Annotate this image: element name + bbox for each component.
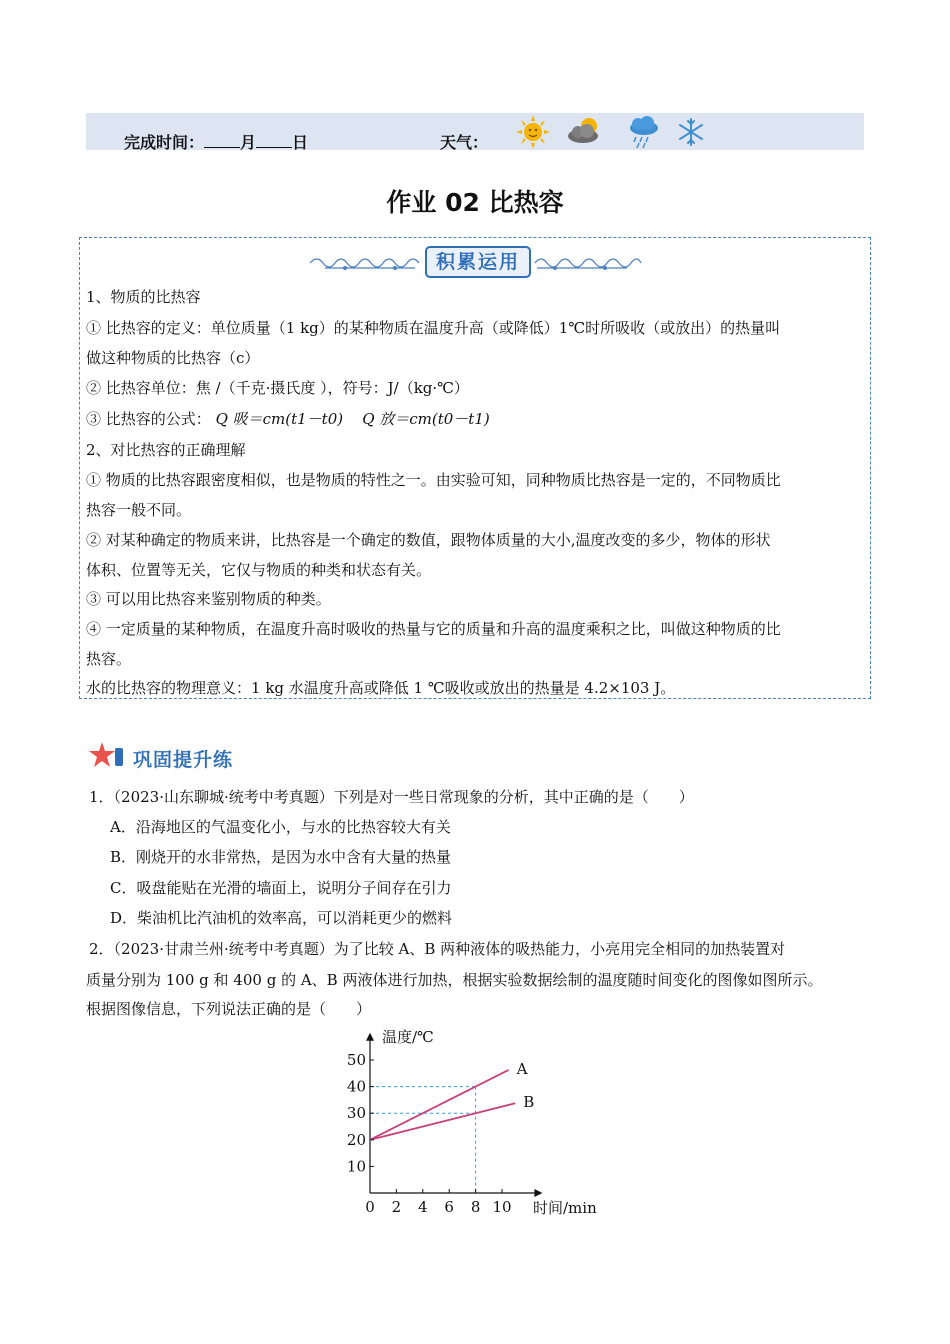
chart-y-tick-label: 40 bbox=[346, 1077, 366, 1096]
formula-label: ③ 比热容的公式： bbox=[86, 410, 211, 428]
chart-series-label-B: B bbox=[523, 1093, 535, 1112]
water-capacity-line: 水的比热容的物理意义：1 kg 水温度升高或降低 1 ℃吸收或放出的热量是 4.2×103 J。 bbox=[86, 679, 676, 697]
chart-series-label-A: A bbox=[516, 1059, 528, 1078]
chart-y-tick-label: 10 bbox=[346, 1157, 366, 1176]
month-label: 月 bbox=[240, 133, 257, 152]
formula-absorb: Q 吸＝cm(t1－t0) bbox=[215, 410, 344, 428]
knowledge-line: ④ 一定质量的某种物质，在温度升高时吸收的热量与它的质量和升高的温度乘积之比，叫做这种物质的比 bbox=[86, 620, 781, 638]
knowledge-line: ① 比热容的定义：单位质量（1 kg）的某种物质在温度升高（或降低）1℃时所吸收（或放出）的热量叫 bbox=[86, 319, 781, 337]
knowledge-line: 1、物质的比热容 bbox=[86, 288, 201, 306]
formula-release: Q 放＝cm(t0－t1) bbox=[362, 410, 490, 428]
chart-x-tick-label: 6 bbox=[444, 1198, 454, 1216]
page-title: 作业 02 比热容 bbox=[386, 188, 564, 217]
chart-series-line-B bbox=[370, 1103, 515, 1140]
cloudy-icon bbox=[565, 115, 605, 149]
section-title: 巩固提升练 bbox=[133, 749, 234, 771]
snowflake-icon bbox=[676, 115, 706, 149]
chart-y-tick-label: 20 bbox=[346, 1130, 366, 1149]
formula-line bbox=[86, 409, 490, 429]
day-label: 日 bbox=[292, 133, 309, 152]
sun-icon bbox=[515, 115, 551, 149]
chart-x-tick-label: 0 bbox=[365, 1198, 375, 1216]
star-icon bbox=[89, 740, 129, 770]
chart-x-arrow bbox=[534, 1189, 542, 1197]
completion-time bbox=[124, 130, 308, 153]
knowledge-line: 热容一般不同。 bbox=[86, 501, 192, 519]
chart-series-line-A bbox=[370, 1070, 509, 1140]
rain-icon bbox=[626, 115, 662, 149]
knowledge-line: 体积、位置等无关，它仅与物质的种类和状态有关。 bbox=[86, 561, 432, 579]
temperature-time-chart bbox=[330, 1020, 620, 1220]
day-blank bbox=[256, 133, 292, 148]
knowledge-line: 做这种物质的比热容（c） bbox=[86, 349, 260, 367]
question-2-stem-line: 根据图像信息，下列说法正确的是（ ） bbox=[86, 1000, 372, 1018]
knowledge-badge: 积累运用 bbox=[425, 246, 531, 278]
question-2-stem-line: 2．（2023·甘肃兰州·统考中考真题）为了比较 A、B 两种液体的吸热能力，小亮用完全相同的加热装置对 bbox=[89, 940, 786, 958]
question-2-stem-line: 质量分别为 100 g 和 400 g 的 A、B 两液体进行加热，根据实验数据绘制的温度随时间变化的图像如图所示。 bbox=[86, 971, 823, 989]
question-1-option-b: B．刚烧开的水非常热，是因为水中含有大量的热量 bbox=[110, 848, 452, 866]
chart-x-tick-label: 2 bbox=[391, 1198, 402, 1216]
knowledge-line: ② 对某种确定的物质来讲，比热容是一个确定的数值，跟物体质量的大小,温度改变的多少，物体的形状 bbox=[86, 531, 771, 549]
chart-y-tick-label: 30 bbox=[346, 1104, 366, 1123]
question-1-option-d: D．柴油机比汽油机的效率高，可以消耗更少的燃料 bbox=[110, 909, 453, 927]
question-1-option-c: C．吸盘能贴在光滑的墙面上，说明分子间存在引力 bbox=[110, 879, 452, 897]
question-1-option-a: A．沿海地区的气温变化小，与水的比热容较大有关 bbox=[110, 818, 451, 836]
knowledge-line: ① 物质的比热容跟密度相似，也是物质的特性之一。由实验可知，同种物质比热容是一定的，不同物质比 bbox=[86, 471, 781, 489]
chart-x-label: 时间/min bbox=[533, 1199, 597, 1217]
chart-x-tick-label: 4 bbox=[418, 1198, 428, 1216]
knowledge-line: ③ 可以用比热容来鉴别物质的种类。 bbox=[86, 590, 331, 608]
chart-y-label: 温度/℃ bbox=[382, 1028, 434, 1046]
chart-y-arrow bbox=[366, 1033, 374, 1041]
weather-label: 天气： bbox=[440, 133, 489, 152]
knowledge-line: 热容。 bbox=[86, 650, 132, 668]
completion-label: 完成时间： bbox=[124, 133, 205, 152]
chart-x-tick-label: 10 bbox=[492, 1198, 512, 1216]
knowledge-line: 2、对比热容的正确理解 bbox=[86, 441, 246, 459]
month-blank bbox=[204, 133, 240, 148]
knowledge-line: ② 比热容单位：焦 /（千克·摄氏度 ），符号：J/（kg·℃） bbox=[86, 379, 469, 397]
knowledge-badge-banner bbox=[305, 243, 645, 277]
chart-x-tick-label: 8 bbox=[470, 1198, 481, 1216]
question-1-stem: 1．（2023·山东聊城·统考中考真题）下列是对一些日常现象的分析，其中正确的是（ ） bbox=[89, 788, 694, 806]
chart-y-tick-label: 50 bbox=[346, 1051, 366, 1069]
